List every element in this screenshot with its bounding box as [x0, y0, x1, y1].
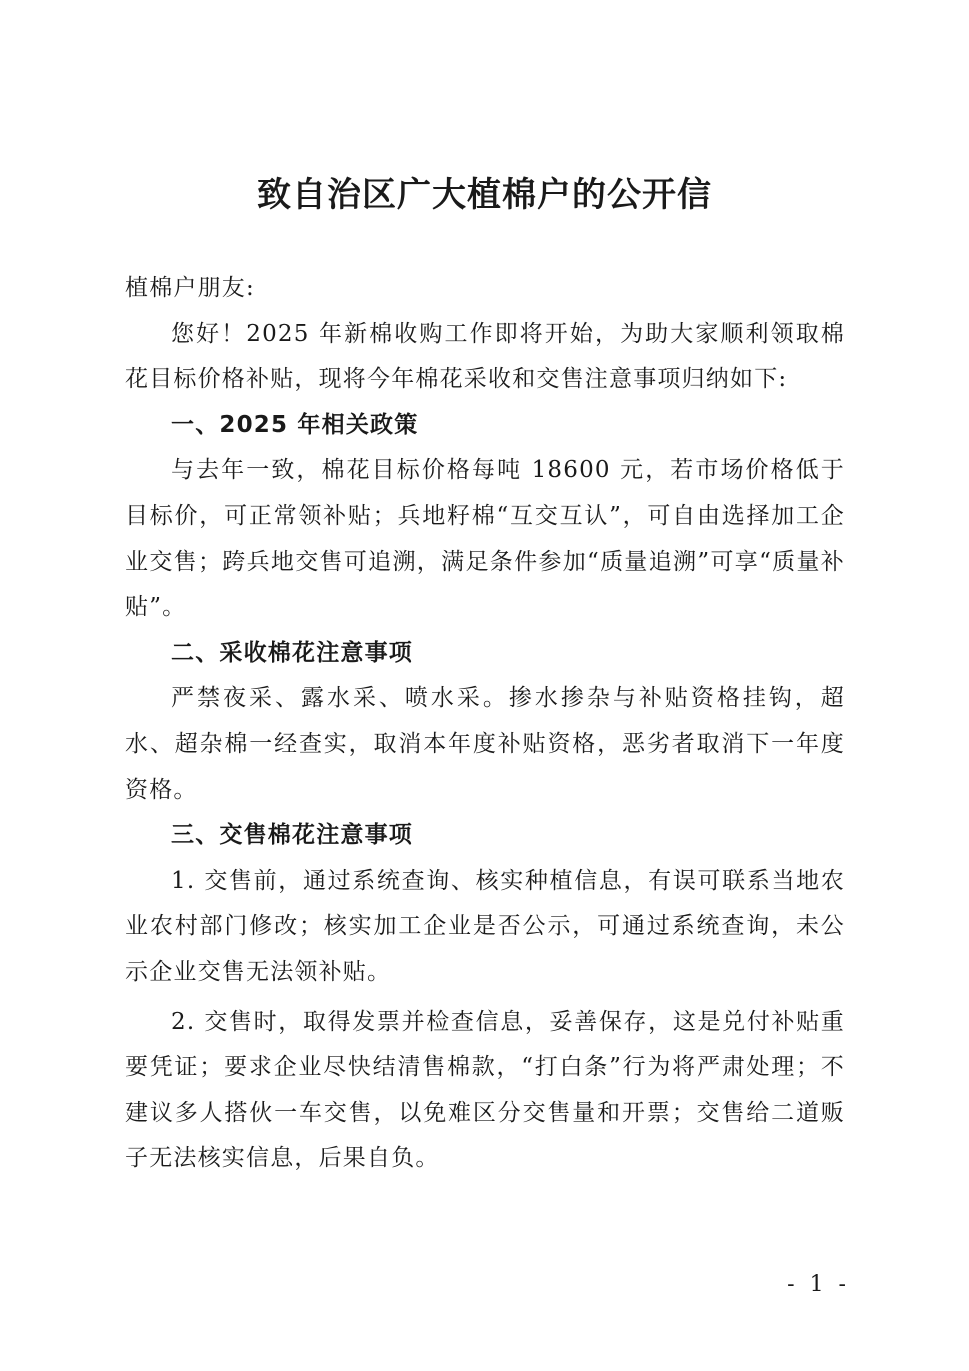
sale-paragraph-during: 2. 交售时，取得发票并检查信息，妥善保存，这是兑付补贴重要凭证；要求企业尽快结清售棉款，“打白条”行为将严肃处理；不建议多人搭伙一车交售，以免难区分交售量和开票；交售给二道贩子无法核实信息，后果自负。	[125, 1008, 845, 1172]
sale-paragraph-before: 1. 交售前，通过系统查询、核实种植信息，有误可联系当地农业农村部门修改；核实加工企业是否公示，可通过系统查询，未公示企业交售无法领补贴。	[125, 867, 845, 985]
intro-paragraph: 您好！2025 年新棉收购工作即将开始，为助大家顺利领取棉花目标价格补贴，现将今年棉花采收和交售注意事项归纳如下:	[125, 320, 845, 393]
section-heading-policy: 一、2025 年相关政策	[171, 411, 419, 438]
policy-paragraph: 与去年一致，棉花目标价格每吨 18600 元，若市场价格低于目标价，可正常领补贴；兵地籽棉“互交互认”，可自由选择加工企业交售；跨兵地交售可追溯，满足条件参加“质量追溯”可享“质量补贴”。	[125, 457, 845, 621]
document-title: 致自治区广大植棉户的公开信	[257, 175, 712, 215]
page-number: - 1 -	[787, 1272, 850, 1297]
salutation: 植棉户朋友:	[125, 275, 255, 301]
harvest-paragraph: 严禁夜采、露水采、喷水采。掺水掺杂与补贴资格挂钩，超水、超杂棉一经查实，取消本年度补贴资格，恶劣者取消下一年度资格。	[125, 685, 845, 803]
letter-body	[125, 266, 845, 1182]
section-heading-sale: 三、交售棉花注意事项	[171, 822, 413, 849]
section-heading-harvest: 二、采收棉花注意事项	[171, 639, 413, 666]
